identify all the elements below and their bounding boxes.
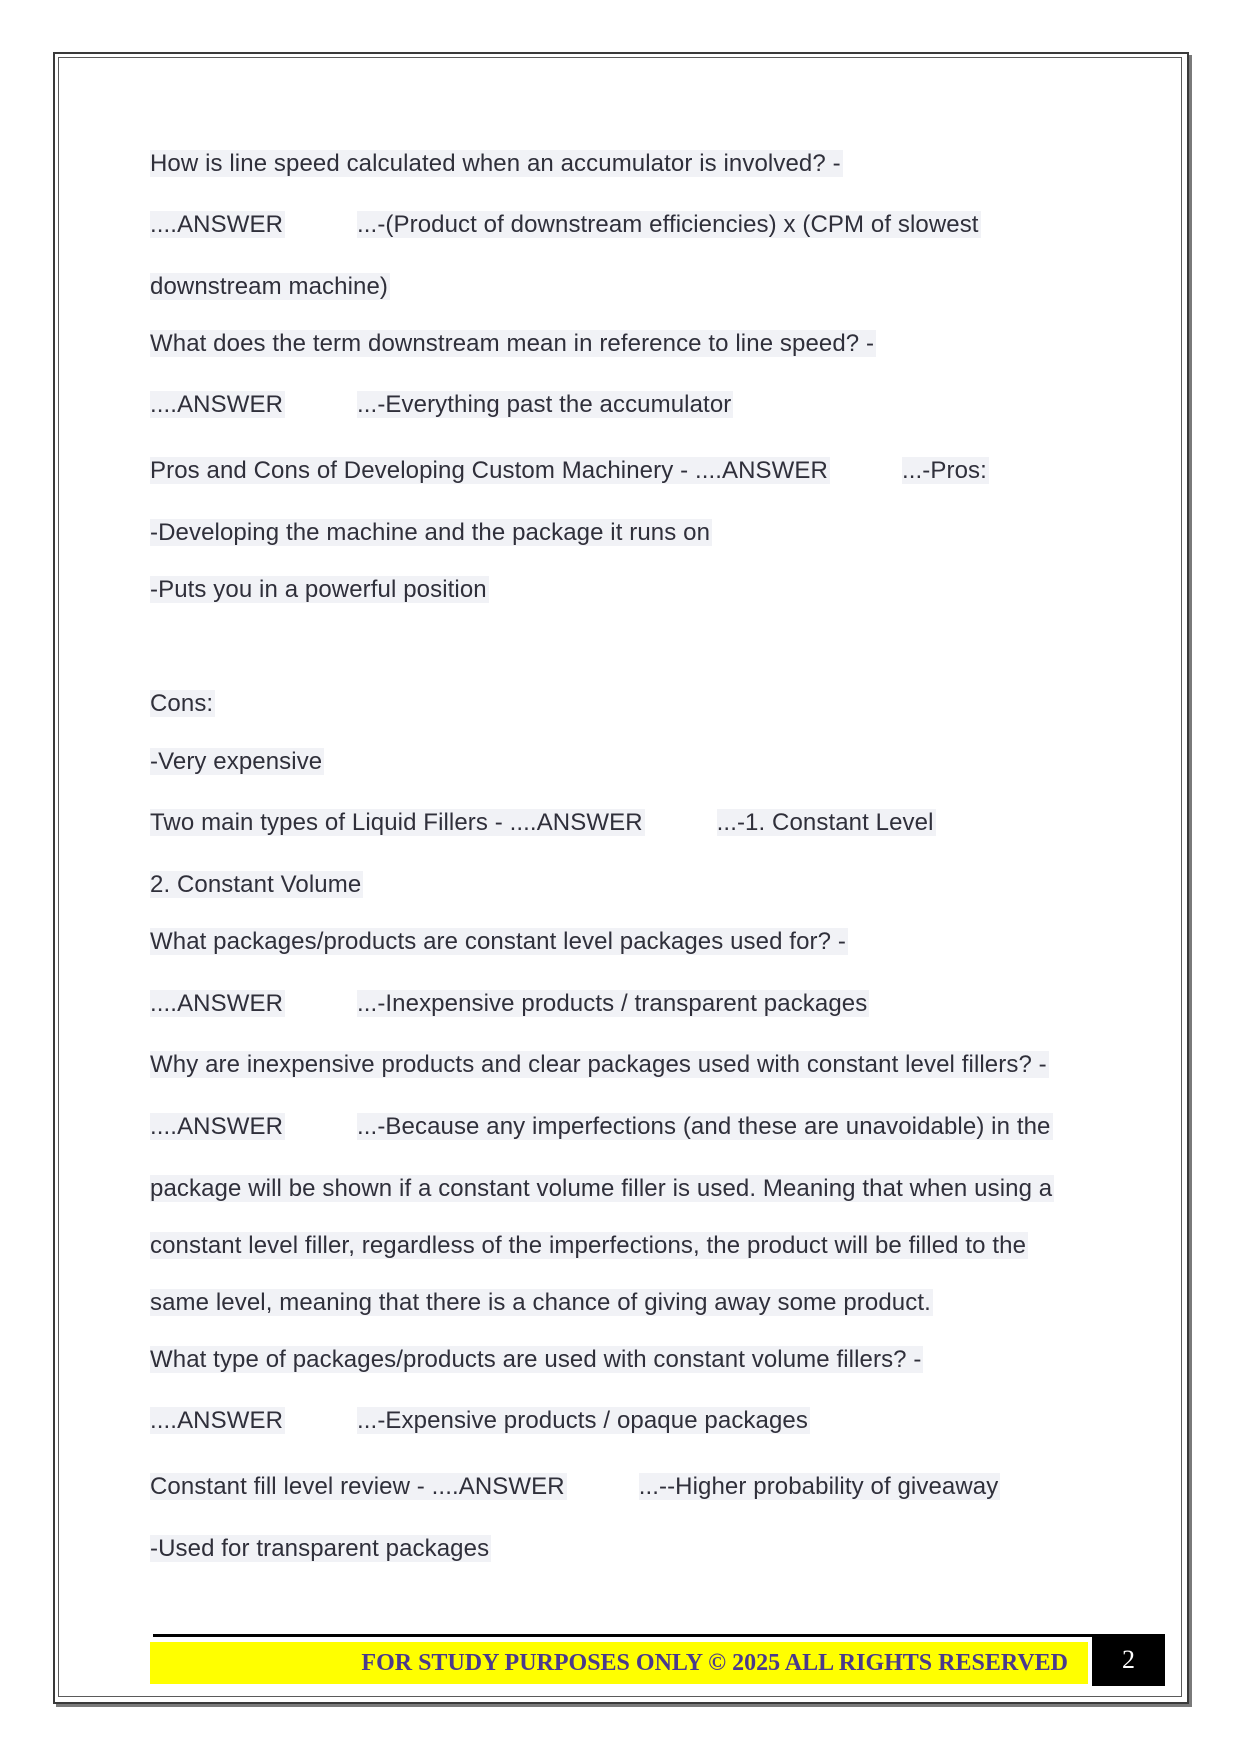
text-line [150,1048,1049,1082]
line-text: Why are inexpensive products and clear packages used with constant level fillers? - [150,1051,1047,1078]
text-line [150,270,390,304]
footer-notice: FOR STUDY PURPOSES ONLY © 2025 ALL RIGHTS RESERVED [361,1650,1068,1676]
answer-label: ....ANSWER [150,211,284,238]
text-line [150,925,848,959]
line-text: -Developing the machine and the package it runs on [150,519,711,546]
line-text: -Very expensive [150,748,323,775]
text-line [150,1229,1028,1263]
answer-text: ...--Higher probability of giveaway [638,1473,999,1500]
line-text: 2. Constant Volume [150,871,362,898]
answer-text: ...-Because any imperfections (and these are unavoidable) in the [357,1113,1051,1140]
text-line [150,687,215,721]
text-line [150,327,876,361]
answer-text: ...-Pros: [901,457,987,484]
text-line [150,1286,933,1320]
answer-text: ...-Expensive products / opaque packages [357,1407,808,1434]
page-number: 2 [1092,1634,1165,1686]
line-text: same level, meaning that there is a chance of giving away some product. [150,1289,931,1316]
text-line [150,388,733,422]
line-text: Pros and Cons of Developing Custom Machinery - ....ANSWER [150,457,828,484]
text-line [150,147,843,181]
text-line [150,745,324,779]
text-line [150,1532,491,1566]
answer-text: ...-Inexpensive products / transparent packages [357,990,868,1017]
line-text: What does the term downstream mean in reference to line speed? - [150,330,875,357]
answer-label: ....ANSWER [150,990,284,1017]
answer-text: ...-1. Constant Level [716,809,934,836]
answer-text: ...-Everything past the accumulator [357,391,732,418]
line-text: constant level filler, regardless of the imperfections, the product will be filled to the [150,1232,1027,1259]
line-text: -Used for transparent packages [150,1535,490,1562]
line-text: Cons: [150,690,214,717]
text-line [150,1172,1054,1206]
line-text: What packages/products are constant level packages used for? - [150,928,846,955]
footer-divider [153,1634,1165,1637]
text-line [150,516,712,550]
text-line [150,1470,1000,1504]
answer-label: ....ANSWER [150,1113,284,1140]
line-text: How is line speed calculated when an accumulator is involved? - [150,150,841,177]
answer-label: ....ANSWER [150,391,284,418]
line-text: Constant fill level review - ....ANSWER [150,1473,565,1500]
answer-text: ...-(Product of downstream efficiencies) x (CPM of slowest [357,211,979,238]
line-text: Two main types of Liquid Fillers - ....ANSWER [150,809,643,836]
answer-label: ....ANSWER [150,1407,284,1434]
text-line [150,573,489,607]
text-line [150,868,363,902]
line-text: package will be shown if a constant volume filler is used. Meaning that when using a [150,1175,1053,1202]
line-text: What type of packages/products are used with constant volume fillers? - [150,1346,922,1373]
line-text: -Puts you in a powerful position [150,576,487,603]
text-line [150,806,936,840]
text-line [150,454,989,488]
text-line [150,208,981,242]
text-line [150,987,869,1021]
line-text: downstream machine) [150,273,388,300]
text-line [150,1343,923,1377]
text-line [150,1110,1053,1144]
text-line [150,1404,810,1438]
